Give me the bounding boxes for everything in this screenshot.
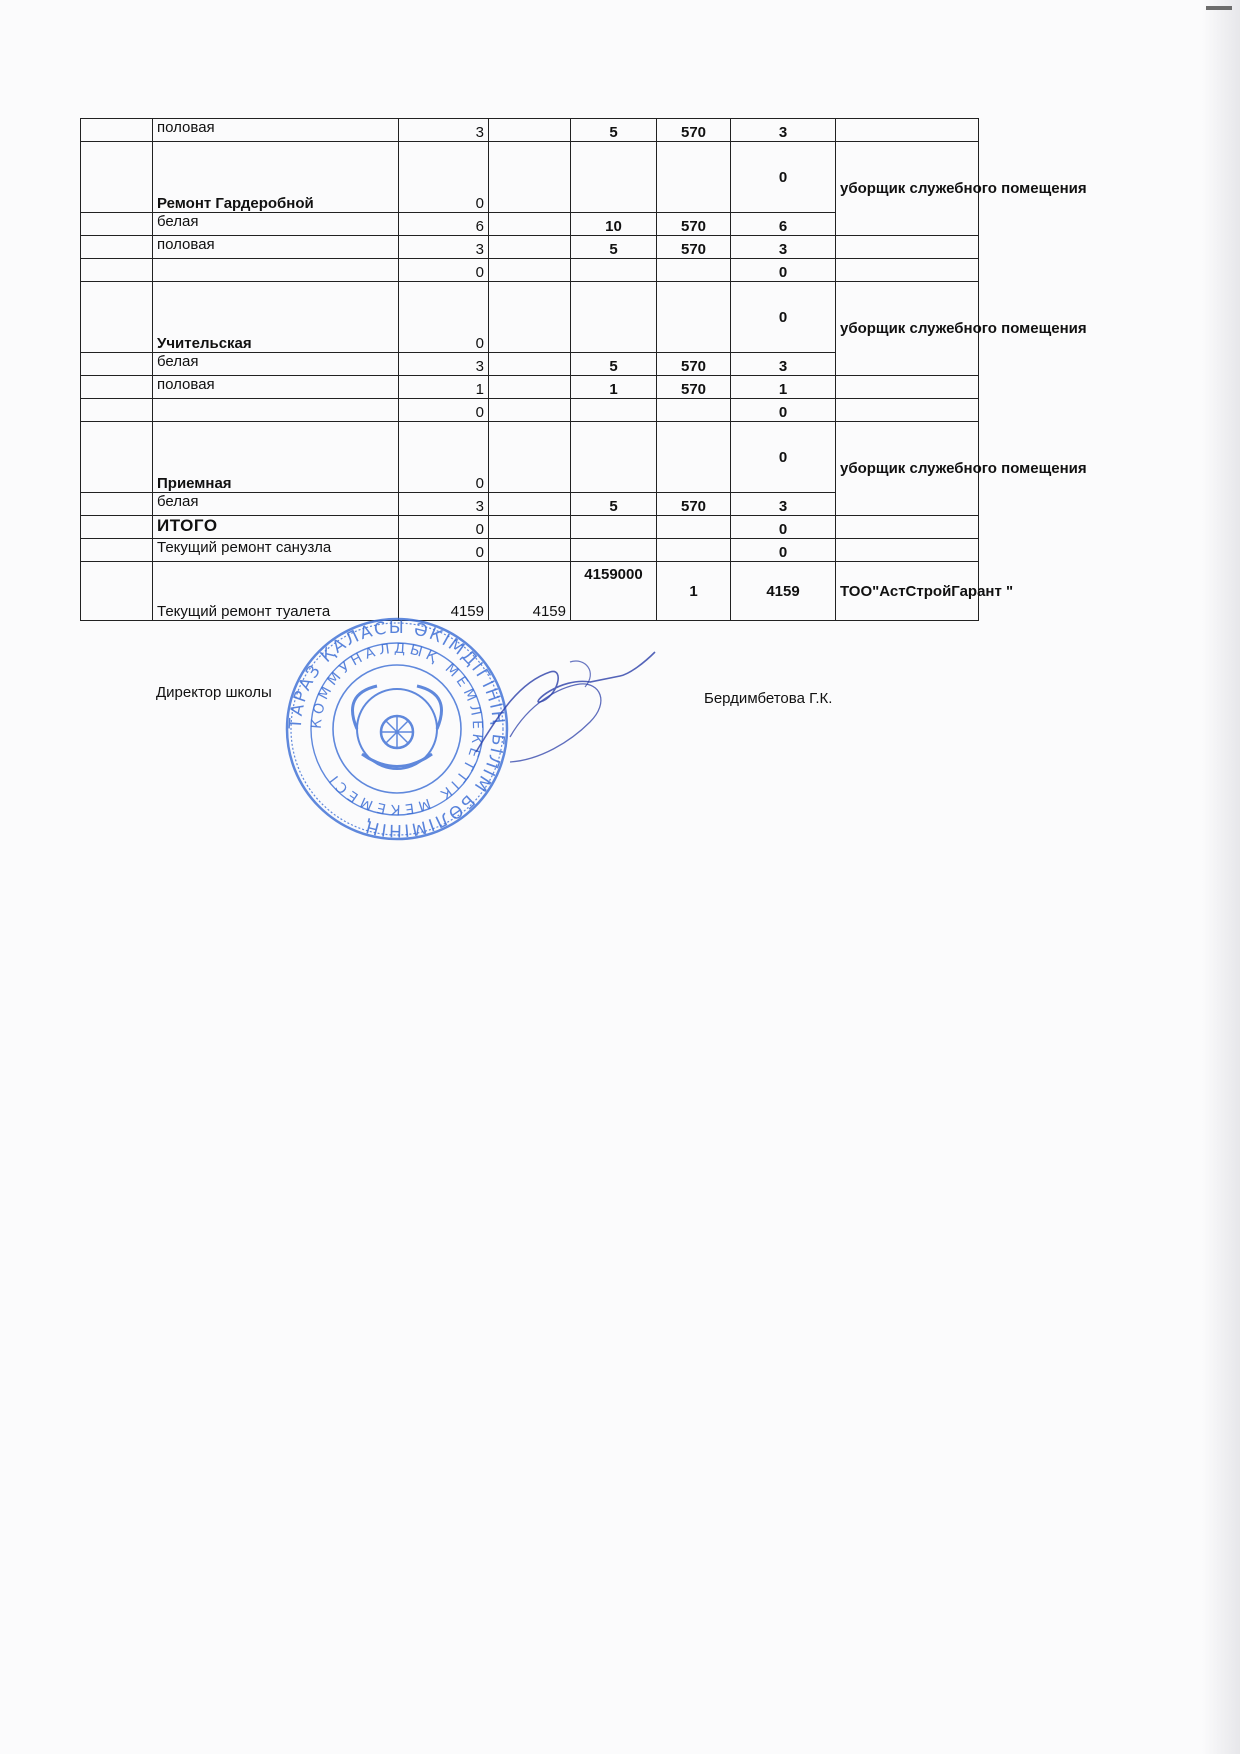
signature-title: Директор школы xyxy=(156,684,272,701)
quantity-cell: 0 xyxy=(399,516,489,539)
column-c-cell xyxy=(571,539,657,562)
quantity-cell: 3 xyxy=(399,353,489,376)
column-c-cell: 5 xyxy=(571,353,657,376)
column-b-cell xyxy=(489,399,571,422)
column-b-cell xyxy=(489,539,571,562)
item-name-cell: белая xyxy=(153,353,399,376)
table-body xyxy=(81,119,1087,621)
note-cell xyxy=(836,119,979,142)
column-c-cell xyxy=(571,516,657,539)
note-cell xyxy=(836,399,979,422)
row-number-cell xyxy=(81,493,153,516)
note-cell xyxy=(836,259,979,282)
price-cell: 570 xyxy=(657,119,731,142)
quantity-cell: 0 xyxy=(399,422,489,493)
table-row xyxy=(81,259,979,282)
column-e-cell: 6 xyxy=(731,213,836,236)
note-cell: ТОО"АстСтройГарант " xyxy=(836,562,979,621)
row-number-cell xyxy=(81,282,153,353)
quantity-cell: 0 xyxy=(399,539,489,562)
handwritten-signature xyxy=(470,642,660,764)
column-c-cell: 10 xyxy=(571,213,657,236)
column-c-cell: 5 xyxy=(571,236,657,259)
price-cell xyxy=(657,399,731,422)
table-row xyxy=(81,399,979,422)
quantity-cell: 3 xyxy=(399,236,489,259)
note-cell: уборщик служебного помещения xyxy=(836,282,979,376)
column-e-cell: 0 xyxy=(731,399,836,422)
row-number-cell xyxy=(81,236,153,259)
item-name-cell: ИТОГО xyxy=(153,516,399,539)
column-e-cell: 3 xyxy=(731,493,836,516)
item-name-cell: Текущий ремонт санузла xyxy=(153,539,399,562)
estimate-table xyxy=(80,118,1087,621)
note-cell: уборщик служебного помещения xyxy=(836,142,979,236)
row-number-cell xyxy=(81,259,153,282)
row-number-cell xyxy=(81,562,153,621)
table-row xyxy=(81,119,979,142)
column-b-cell: 4159 xyxy=(489,562,571,621)
column-b-cell xyxy=(489,282,571,353)
note-cell xyxy=(836,236,979,259)
column-b-cell xyxy=(489,422,571,493)
column-c-cell: 1 xyxy=(571,376,657,399)
stamp-inner-text: КОММУНАЛДЫҚ МЕМЛЕКЕТТІК МЕКЕМЕСІ xyxy=(308,640,486,818)
item-name-cell: половая xyxy=(153,376,399,399)
column-b-cell xyxy=(489,213,571,236)
price-cell xyxy=(657,539,731,562)
quantity-cell: 0 xyxy=(399,259,489,282)
table-row xyxy=(81,422,979,493)
column-c-cell xyxy=(571,422,657,493)
table-row xyxy=(81,376,979,399)
column-b-cell xyxy=(489,236,571,259)
row-number-cell xyxy=(81,119,153,142)
column-b-cell xyxy=(489,142,571,213)
quantity-cell: 0 xyxy=(399,282,489,353)
row-number-cell xyxy=(81,399,153,422)
item-name-cell: Ремонт Гардеробной xyxy=(153,142,399,213)
table-row xyxy=(81,562,979,621)
quantity-cell: 0 xyxy=(399,142,489,213)
column-c-cell: 5 xyxy=(571,119,657,142)
column-b-cell xyxy=(489,119,571,142)
scan-edge-shadow xyxy=(1202,0,1240,1754)
column-e-cell: 3 xyxy=(731,236,836,259)
column-e-cell: 0 xyxy=(731,259,836,282)
column-b-cell xyxy=(489,259,571,282)
price-cell: 570 xyxy=(657,353,731,376)
item-name-cell: белая xyxy=(153,493,399,516)
stamp-outer-text: ТАРАЗ ҚАЛАСЫ ӘКІМДІГІНІҢ БІЛІМ БӨЛІМІНІҢ xyxy=(285,617,509,841)
price-cell xyxy=(657,142,731,213)
price-cell xyxy=(657,282,731,353)
row-number-cell xyxy=(81,422,153,493)
table-row xyxy=(81,539,979,562)
column-e-cell: 0 xyxy=(731,282,836,353)
signatory-name: Бердимбетова Г.К. xyxy=(704,690,833,707)
column-e-cell: 0 xyxy=(731,422,836,493)
column-e-cell: 1 xyxy=(731,376,836,399)
scan-mark xyxy=(1206,6,1232,10)
column-b-cell xyxy=(489,376,571,399)
quantity-cell: 3 xyxy=(399,493,489,516)
item-name-cell: Текущий ремонт туалета xyxy=(153,562,399,621)
column-c-cell xyxy=(571,259,657,282)
note-cell xyxy=(836,376,979,399)
table-row xyxy=(81,236,979,259)
column-e-cell: 3 xyxy=(731,353,836,376)
item-name-cell: Учительская xyxy=(153,282,399,353)
row-number-cell xyxy=(81,353,153,376)
item-name-cell: белая xyxy=(153,213,399,236)
table-row xyxy=(81,142,979,213)
price-cell: 570 xyxy=(657,376,731,399)
quantity-cell: 1 xyxy=(399,376,489,399)
item-name-cell xyxy=(153,259,399,282)
item-name-cell: Приемная xyxy=(153,422,399,493)
column-c-cell xyxy=(571,282,657,353)
column-e-cell: 3 xyxy=(731,119,836,142)
price-cell: 570 xyxy=(657,493,731,516)
item-name-cell xyxy=(153,399,399,422)
quantity-cell: 3 xyxy=(399,119,489,142)
price-cell: 1 xyxy=(657,562,731,621)
price-cell: 570 xyxy=(657,236,731,259)
column-c-cell: 4159000 xyxy=(571,562,657,621)
price-cell xyxy=(657,259,731,282)
column-e-cell: 0 xyxy=(731,516,836,539)
row-number-cell xyxy=(81,376,153,399)
column-b-cell xyxy=(489,353,571,376)
row-number-cell xyxy=(81,516,153,539)
price-cell xyxy=(657,516,731,539)
column-b-cell xyxy=(489,493,571,516)
estimate-table-sheet xyxy=(80,118,1087,621)
item-name-cell: половая xyxy=(153,236,399,259)
row-number-cell xyxy=(81,213,153,236)
item-name-cell: половая xyxy=(153,119,399,142)
quantity-cell: 4159 xyxy=(399,562,489,621)
table-row xyxy=(81,516,979,539)
quantity-cell: 6 xyxy=(399,213,489,236)
column-c-cell xyxy=(571,142,657,213)
table-row xyxy=(81,282,979,353)
column-c-cell: 5 xyxy=(571,493,657,516)
column-c-cell xyxy=(571,399,657,422)
note-cell xyxy=(836,516,979,539)
row-number-cell xyxy=(81,142,153,213)
column-e-cell: 0 xyxy=(731,539,836,562)
column-e-cell: 0 xyxy=(731,142,836,213)
column-b-cell xyxy=(489,516,571,539)
note-cell xyxy=(836,539,979,562)
note-cell: уборщик служебного помещения xyxy=(836,422,979,516)
row-number-cell xyxy=(81,539,153,562)
price-cell xyxy=(657,422,731,493)
column-e-cell: 4159 xyxy=(731,562,836,621)
quantity-cell: 0 xyxy=(399,399,489,422)
price-cell: 570 xyxy=(657,213,731,236)
